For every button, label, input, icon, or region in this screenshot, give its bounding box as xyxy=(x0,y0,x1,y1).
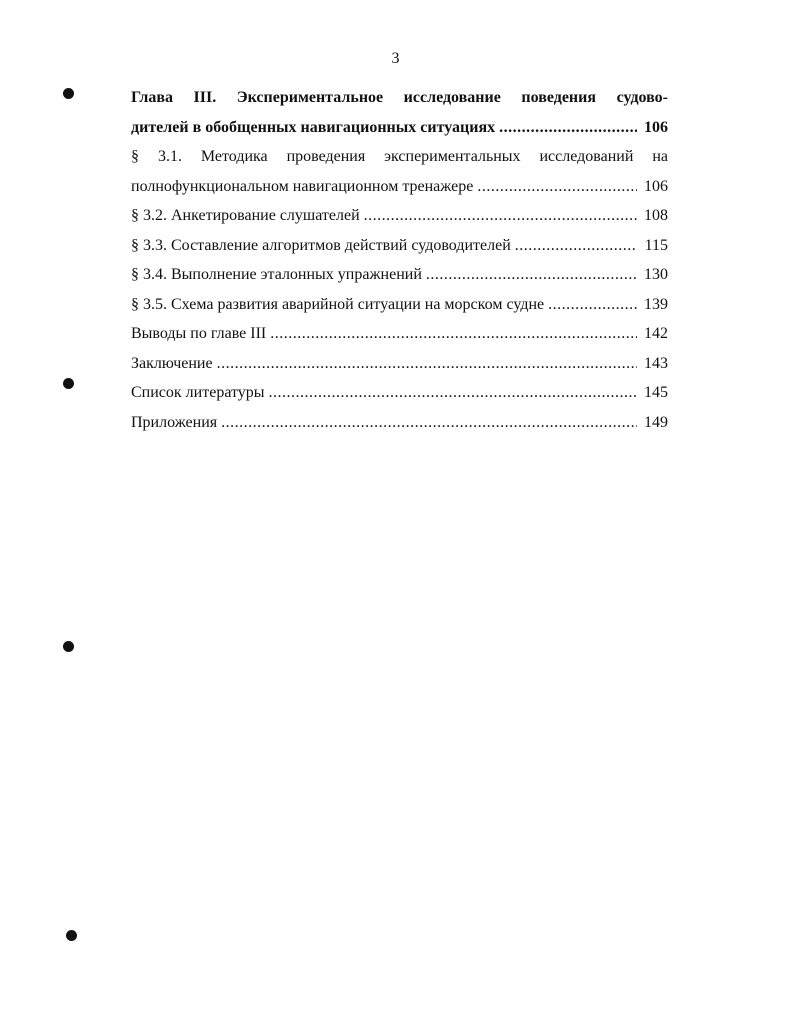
toc-chapter-line1 xyxy=(131,83,668,113)
toc-entry-title: § 3.5. Схема развития аварийной ситуации на морском судне xyxy=(131,295,545,313)
toc-entry-title: § 3.3. Составление алгоритмов действий судоводителей xyxy=(131,236,511,254)
toc-page-number: 108 xyxy=(644,207,668,224)
toc-chapter-title-cont: дителей в обобщенных навигационных ситуациях xyxy=(131,118,496,136)
toc-entry xyxy=(131,290,668,320)
toc-entry-title: Выводы по главе III xyxy=(131,325,267,342)
toc-entry-title: Список литературы xyxy=(131,384,265,401)
toc-page-number: 139 xyxy=(644,295,668,313)
toc-page-number: 143 xyxy=(644,354,668,372)
toc-entry-title: § 3.2. Анкетирование слушателей xyxy=(131,207,360,224)
binder-hole-mark xyxy=(63,88,74,99)
page-number: 3 xyxy=(391,50,400,67)
binder-hole-mark xyxy=(63,378,74,389)
table-of-contents xyxy=(131,83,668,437)
toc-entry xyxy=(131,408,668,438)
toc-entry xyxy=(131,260,668,290)
toc-entry-title: Заключение xyxy=(131,354,213,372)
toc-page-number: 142 xyxy=(644,325,668,342)
toc-page-number: 106 xyxy=(644,177,668,195)
toc-entry xyxy=(131,349,668,379)
toc-section-title-cont: полнофункциональном навигационном тренажере xyxy=(131,177,474,195)
toc-page-number: 149 xyxy=(644,413,668,431)
toc-section-title: § 3.1. Методика проведения экспериментальных исследований на xyxy=(131,148,668,165)
dot-leader xyxy=(221,408,637,438)
toc-page-number: 115 xyxy=(644,236,668,254)
toc-entry xyxy=(131,231,668,261)
toc-entry xyxy=(131,378,668,408)
toc-entry-title: § 3.4. Выполнение эталонных упражнений xyxy=(131,266,422,283)
dot-leader xyxy=(269,378,637,408)
dot-leader xyxy=(477,172,637,202)
toc-chapter-line2 xyxy=(131,113,668,143)
toc-entry xyxy=(131,201,668,231)
toc-entry xyxy=(131,319,668,349)
dot-leader xyxy=(499,113,637,143)
dot-leader xyxy=(270,319,637,349)
binder-hole-mark xyxy=(63,641,74,652)
toc-chapter-title: Глава III. Экспериментальное исследование поведения судово- xyxy=(131,89,668,106)
dot-leader xyxy=(364,201,637,231)
dot-leader xyxy=(217,349,637,379)
toc-section-line2 xyxy=(131,172,668,202)
dot-leader xyxy=(515,231,637,261)
toc-page-number: 145 xyxy=(644,384,668,401)
binder-hole-mark xyxy=(66,930,77,941)
dot-leader xyxy=(548,290,637,320)
toc-page-number: 130 xyxy=(644,266,668,283)
dot-leader xyxy=(426,260,637,290)
toc-entry-title: Приложения xyxy=(131,413,218,431)
toc-section-line1 xyxy=(131,142,668,172)
toc-page-number: 106 xyxy=(644,118,668,136)
